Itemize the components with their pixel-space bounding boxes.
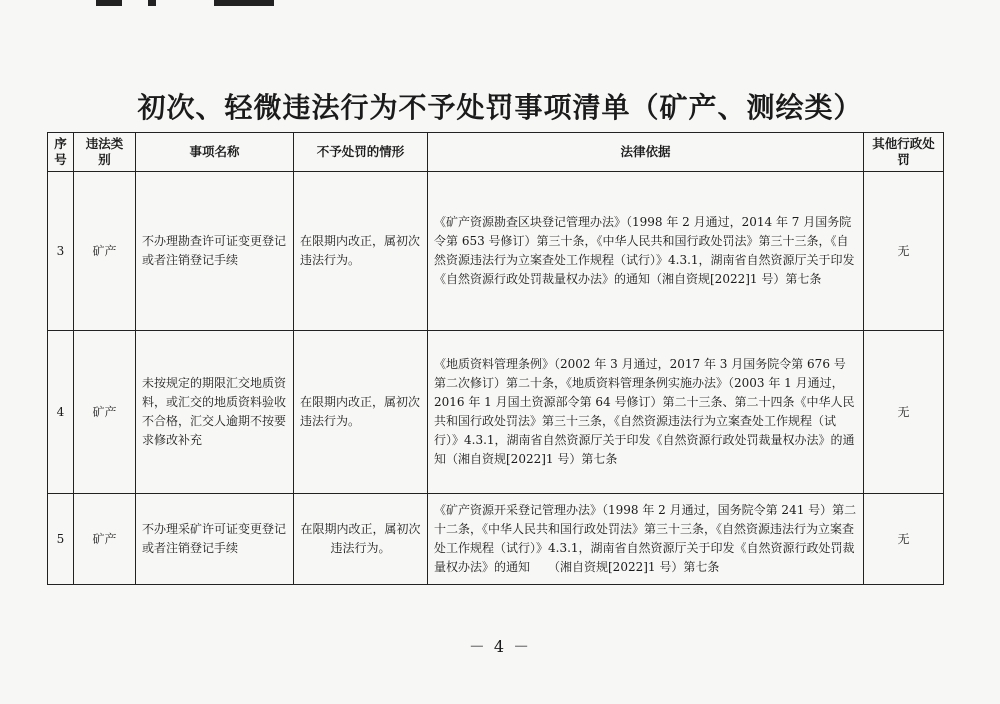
cell-seq: 3 bbox=[48, 172, 74, 331]
header-other: 其他行政处罚 bbox=[864, 133, 944, 172]
table-row bbox=[48, 172, 944, 331]
cell-type: 矿产 bbox=[74, 172, 136, 331]
cell-type: 矿产 bbox=[74, 494, 136, 585]
cell-seq: 5 bbox=[48, 494, 74, 585]
cell-type: 矿产 bbox=[74, 331, 136, 494]
cell-basis: 《地质资料管理条例》（2002 年 3 月通过，2017 年 3 月国务院令第 676 号第二次修订）第二十条，《地质资料管理条例实施办法》（2003 年 1 月通过，2016 年 1 月国土资源部令第 64 号修订）第二十三条、第二十四条《中华人民共和国行政处罚法》第三十三条，《自然资源违法行为立案查处工作规程（试行）》4.3.1，湖南省自然资源厅关于印发《自然资源行政处罚裁量权办法》的通知（湘自资规[2022]1 号）第七条 bbox=[428, 331, 864, 494]
page-title: 初次、轻微违法行为不予处罚事项清单（矿产、测绘类） bbox=[137, 91, 863, 124]
header-basis: 法律依据 bbox=[428, 133, 864, 172]
header-type: 违法类别 bbox=[74, 133, 136, 172]
cell-circumstance: 在限期内改正，属初次违法行为。 bbox=[294, 494, 428, 585]
cell-basis: 《矿产资源开采登记管理办法》（1998 年 2 月通过，国务院令第 241 号）第二十二条，《中华人民共和国行政处罚法》第三十三条，《自然资源违法行为立案查处工作规程（试行）》4.3.1，湖南省自然资源厅关于印发《自然资源行政处罚裁量权办法》的通知 （湘自资规[2022]1 号）第七条 bbox=[428, 494, 864, 585]
cell-other: 无 bbox=[864, 331, 944, 494]
cell-basis: 《矿产资源勘查区块登记管理办法》（1998 年 2 月通过，2014 年 7 月国务院令第 653 号修订）第三十条，《中华人民共和国行政处罚法》第三十三条，《自然资源违法行为立案查处工作规程（试行）》4.3.1，湖南省自然资源厅关于印发《自然资源行政处罚裁量权办法》的通知（湘自资规[2022]1 号）第七条 bbox=[428, 172, 864, 331]
cell-name: 未按规定的期限汇交地质资料，或汇交的地质资料验收不合格，汇交人逾期不按要求修改补充 bbox=[136, 331, 294, 494]
scan-artifact bbox=[0, 0, 1000, 10]
cell-seq: 4 bbox=[48, 331, 74, 494]
cell-circumstance: 在限期内改正，属初次违法行为。 bbox=[294, 172, 428, 331]
table-row bbox=[48, 494, 944, 585]
cell-circumstance: 在限期内改正，属初次违法行为。 bbox=[294, 331, 428, 494]
header-circumstance: 不予处罚的情形 bbox=[294, 133, 428, 172]
header-name: 事项名称 bbox=[136, 133, 294, 172]
cell-name: 不办理采矿许可证变更登记或者注销登记手续 bbox=[136, 494, 294, 585]
cell-other: 无 bbox=[864, 494, 944, 585]
header-row bbox=[48, 133, 944, 172]
header-seq: 序号 bbox=[48, 133, 74, 172]
page-number: － 4 － bbox=[468, 637, 532, 656]
cell-other: 无 bbox=[864, 172, 944, 331]
cell-name: 不办理勘查许可证变更登记或者注销登记手续 bbox=[136, 172, 294, 331]
items-table bbox=[47, 132, 944, 585]
table-row bbox=[48, 331, 944, 494]
